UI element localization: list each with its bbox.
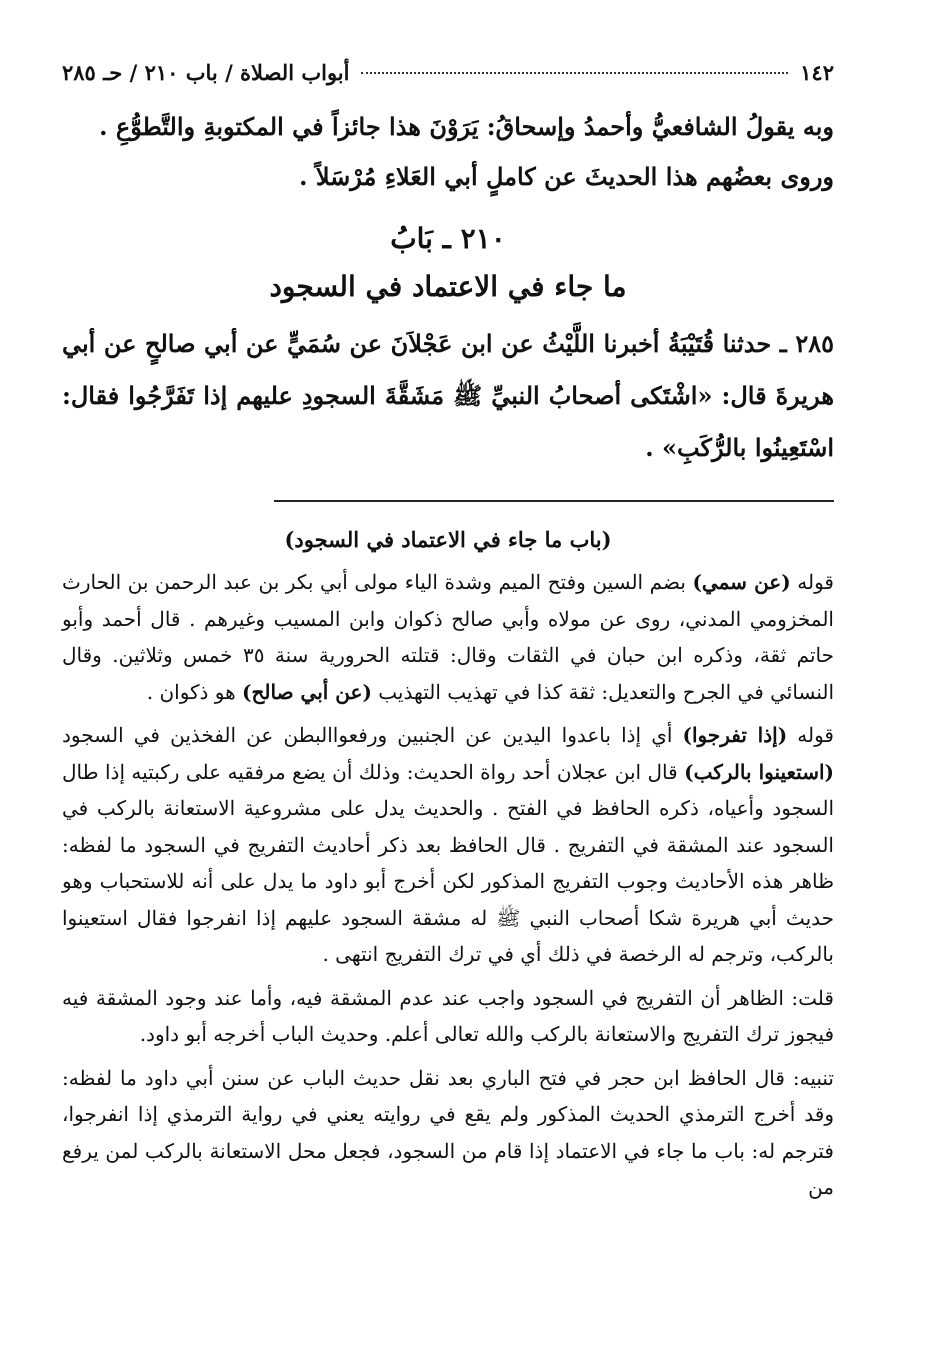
text-run: أي إذا باعدوا اليدين عن الجنبين ورفعواالبطن عن الفخذين في السجود [62, 723, 683, 747]
page-header [62, 60, 834, 96]
quoted-term: (عن أبي صالح) [242, 679, 372, 704]
footnote-separator [274, 500, 834, 502]
text-run: قوله [790, 570, 834, 594]
chapter-title: ما جاء في الاعتماد في السجود [269, 270, 627, 303]
commentary-paragraph: قلت: الظاهر أن التفريج في السجود واجب عند عدم المشقة فيه، وأما عند وجود المشقة فيه فيجوز ترك التفريج والاستعانة بالركب والله تعالى أعلم. وحديث الباب أخرجه أبو داود. [62, 985, 834, 1046]
quoted-term: (استعينوا بالركب) [684, 759, 834, 784]
main-paragraph: وبه يقولُ الشافعيُّ وأحمدُ وإسحاقُ: يَرَوْنَ هذا جائزاً في المكتوبةِ والتَّطوُّعِ . [99, 112, 834, 141]
commentary-paragraph [62, 717, 834, 973]
text-run: هو ذكوان . [146, 679, 243, 704]
text-run: قوله [787, 723, 834, 747]
text-run: بضم السين وفتح الميم وشدة الياء مولى أبي بكر بن عبد الرحمن بن الحارث المخزومي المدني، روى عن مولاه وأبي صالح ذكوان وابن المسيب وغيرهم . قال أحمد وأبو حاتم ثقة، وذكره ابن حبان في الثقات وقال: قتلته الحرورية سنة ٣٥ خمس وثلاثين. وقال النسائي في الجرح والتعديل: ثقة كذا في تهذيب التهذيب [62, 570, 835, 704]
main-paragraph: وروى بعضُهم هذا الحديثَ عن كاملٍ أبي العَلاءِ مُرْسَلاً . [299, 162, 834, 191]
hadith-text: ٢٨٥ ـ حدثنا قُتَيْبَةُ أخبرنا اللَّيْثُ عن ابن عَجْلاَنَ عن سُمَيٍّ عن أبي صالحٍ عن أبي هريرةَ قال: «اشْتَكى أصحابُ النبيِّ ﷺ مَشَقَّةَ السجودِ عليهم إذا تَفَرَّجُوا فقال: اسْتَعِينُوا بالرُّكَبِ» . [62, 329, 834, 462]
page-number: ١٤٢ [800, 60, 834, 85]
quoted-term: (عن سمي) [692, 570, 791, 594]
main-text [62, 102, 834, 202]
text-run: قال ابن عجلان أحد رواة الحديث: وذلك أن يضع مرفقيه على ركبتيه إذا طال السجود وأعياه، ذكره الحافظ في الفتح . والحديث يدل على مشروعية الاستعانة بالركب في السجود عند المشقة في التفريج . قال الحافظ بعد ذكر أحاديث التفريج في السجود ما لفظه: ظاهر هذه الأحاديث وجوب التفريج المذكور لكن أخرج أبو داود ما يدل على أنه للاستحباب وهو حديث أبي هريرة شكا أصحاب النبي ﷺ له مشقة السجود عليهم إذا انفرجوا فقال استعينوا بالركب، وترجم له الرخصة في ذلك أي في ترك التفريج انتهى . [62, 759, 834, 966]
dotted-leader [361, 72, 788, 74]
commentary-paragraph [62, 564, 834, 710]
running-title: أبواب الصلاة / باب ٢١٠ / حـ ٢٨٥ [62, 60, 350, 85]
commentary-paragraph: تنبيه: قال الحافظ ابن حجر في فتح الباري بعد نقل حديث الباب عن سنن أبي داود ما لفظه: وقد أخرج الترمذي الحديث المذكور ولم يقع في روايته يعني في رواية الترمذي إذا انفرجوا، فترجم له: باب ما جاء في الاعتماد إذا قام من السجود، فجعل محل الاستعانة بالركب لمن يرفع من [62, 1065, 834, 1199]
commentary [62, 564, 834, 1206]
commentary-title: (باب ما جاء في الاعتماد في السجود) [284, 527, 612, 552]
quoted-term: (إذا تفرجوا) [682, 723, 788, 747]
chapter-number: ٢١٠ ـ بَابُ [390, 222, 506, 255]
